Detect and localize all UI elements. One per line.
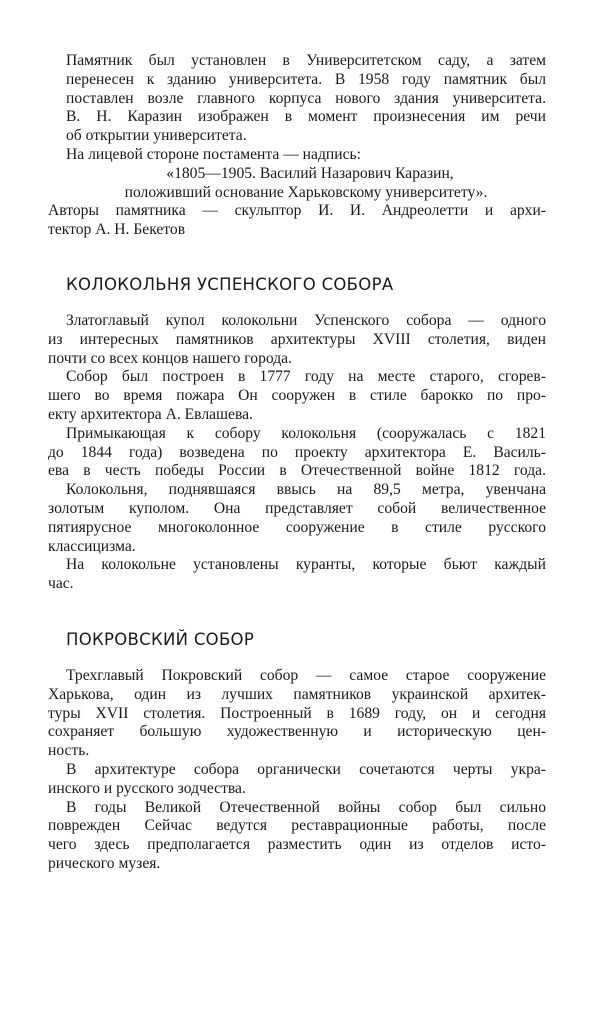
text-line: В годы Великой Отечественной войны собор был сильно bbox=[66, 798, 546, 816]
text-line: Собор был построен в 1777 году на месте старого, сгорев- bbox=[66, 368, 546, 386]
text-line: инского и русского зодчества. bbox=[48, 779, 246, 797]
text-line: Авторы памятника — скульптор И. И. Андреолетти и архи- bbox=[48, 202, 546, 220]
paragraph bbox=[48, 556, 546, 594]
paragraph bbox=[48, 202, 546, 240]
text-line: об открытии университета. bbox=[66, 127, 247, 145]
paragraph bbox=[48, 311, 546, 368]
paragraph bbox=[66, 146, 546, 165]
quote-line: «1805—1905. Василий Назарович Каразин, bbox=[166, 164, 454, 182]
text-line: золотым куполом. Она представляет собой величественное bbox=[48, 499, 546, 517]
section-heading: КОЛОКОЛЬНЯ УСПЕНСКОГО СОБОРА bbox=[66, 274, 394, 294]
text-line: Харькова, один из лучших памятников украинской архитек- bbox=[48, 685, 546, 703]
text-line: до 1844 года) возведена по проекту архитектора Е. Василь- bbox=[48, 443, 546, 461]
text-line: поставлен возле главного корпуса нового здания университета. bbox=[66, 89, 546, 107]
text-line: екту архитектора А. Евлашева. bbox=[48, 405, 253, 423]
text-line: В. Н. Каразин изображен в момент произнесения им речи bbox=[66, 108, 546, 126]
text-line: Колокольня, поднявшаяся ввысь на 89,5 метра, увенчана bbox=[66, 481, 546, 499]
text-line: поврежден Сейчас ведутся реставрационные работы, после bbox=[48, 817, 546, 835]
paragraph bbox=[48, 368, 546, 424]
inscription-quote bbox=[66, 165, 546, 203]
text-line: классицизма. bbox=[48, 537, 136, 555]
text-line: ева в честь победы России в Отечественной войне 1812 года. bbox=[48, 462, 546, 480]
text-line: пятиярусное многоколонное сооружение в стиле русского bbox=[48, 518, 546, 536]
quote-line: положивший основание Харьковскому университету». bbox=[124, 183, 488, 201]
text-line: перенесен к зданию университета. В 1958 году памятник был bbox=[66, 70, 546, 88]
page-text bbox=[48, 52, 546, 874]
text-line: почти со всех концов нашего города. bbox=[48, 349, 292, 367]
text-line: рического музея. bbox=[48, 854, 161, 872]
paragraph bbox=[66, 52, 546, 108]
text-line: сохраняет большую художественную и историческую цен- bbox=[48, 723, 546, 741]
text-line: тектор А. Н. Бекетов bbox=[48, 221, 186, 239]
text-line: шего во время пожара Он сооружен в стиле барокко по про- bbox=[48, 387, 546, 405]
text-line: из интересных памятников архитектуры XVIII столетия, виден bbox=[48, 330, 546, 348]
text-line: На колокольне установлены куранты, которые бьют каждый bbox=[66, 556, 546, 574]
text-line: Златоглавый купол колокольни Успенского собора — одного bbox=[66, 311, 546, 329]
text-line: час. bbox=[48, 575, 74, 593]
section-heading: ПОКРОВСКИЙ СОБОР bbox=[66, 629, 255, 649]
paragraph bbox=[66, 108, 546, 146]
paragraph bbox=[48, 666, 546, 761]
text-line: На лицевой стороне постамента — надпись: bbox=[66, 145, 361, 163]
text-line: В архитектуре собора органически сочетаются черты укра- bbox=[66, 760, 546, 778]
paragraph bbox=[48, 760, 546, 799]
text-line: Примыкающая к собору колокольня (сооружалась с 1821 bbox=[66, 424, 546, 442]
paragraph bbox=[48, 424, 546, 481]
text-line: ность. bbox=[48, 742, 90, 760]
paragraph bbox=[48, 481, 546, 556]
text-line: чего здесь предполагается разместить один из отделов исто- bbox=[48, 836, 546, 854]
text-line: туры XVII столетия. Построенный в 1689 году, он и сегодня bbox=[48, 704, 546, 722]
paragraph bbox=[48, 798, 546, 874]
text-line: Трехглавый Покровский собор — самое старое сооружение bbox=[66, 666, 546, 684]
text-line: Памятник был установлен в Университетском саду, а затем bbox=[66, 52, 546, 69]
